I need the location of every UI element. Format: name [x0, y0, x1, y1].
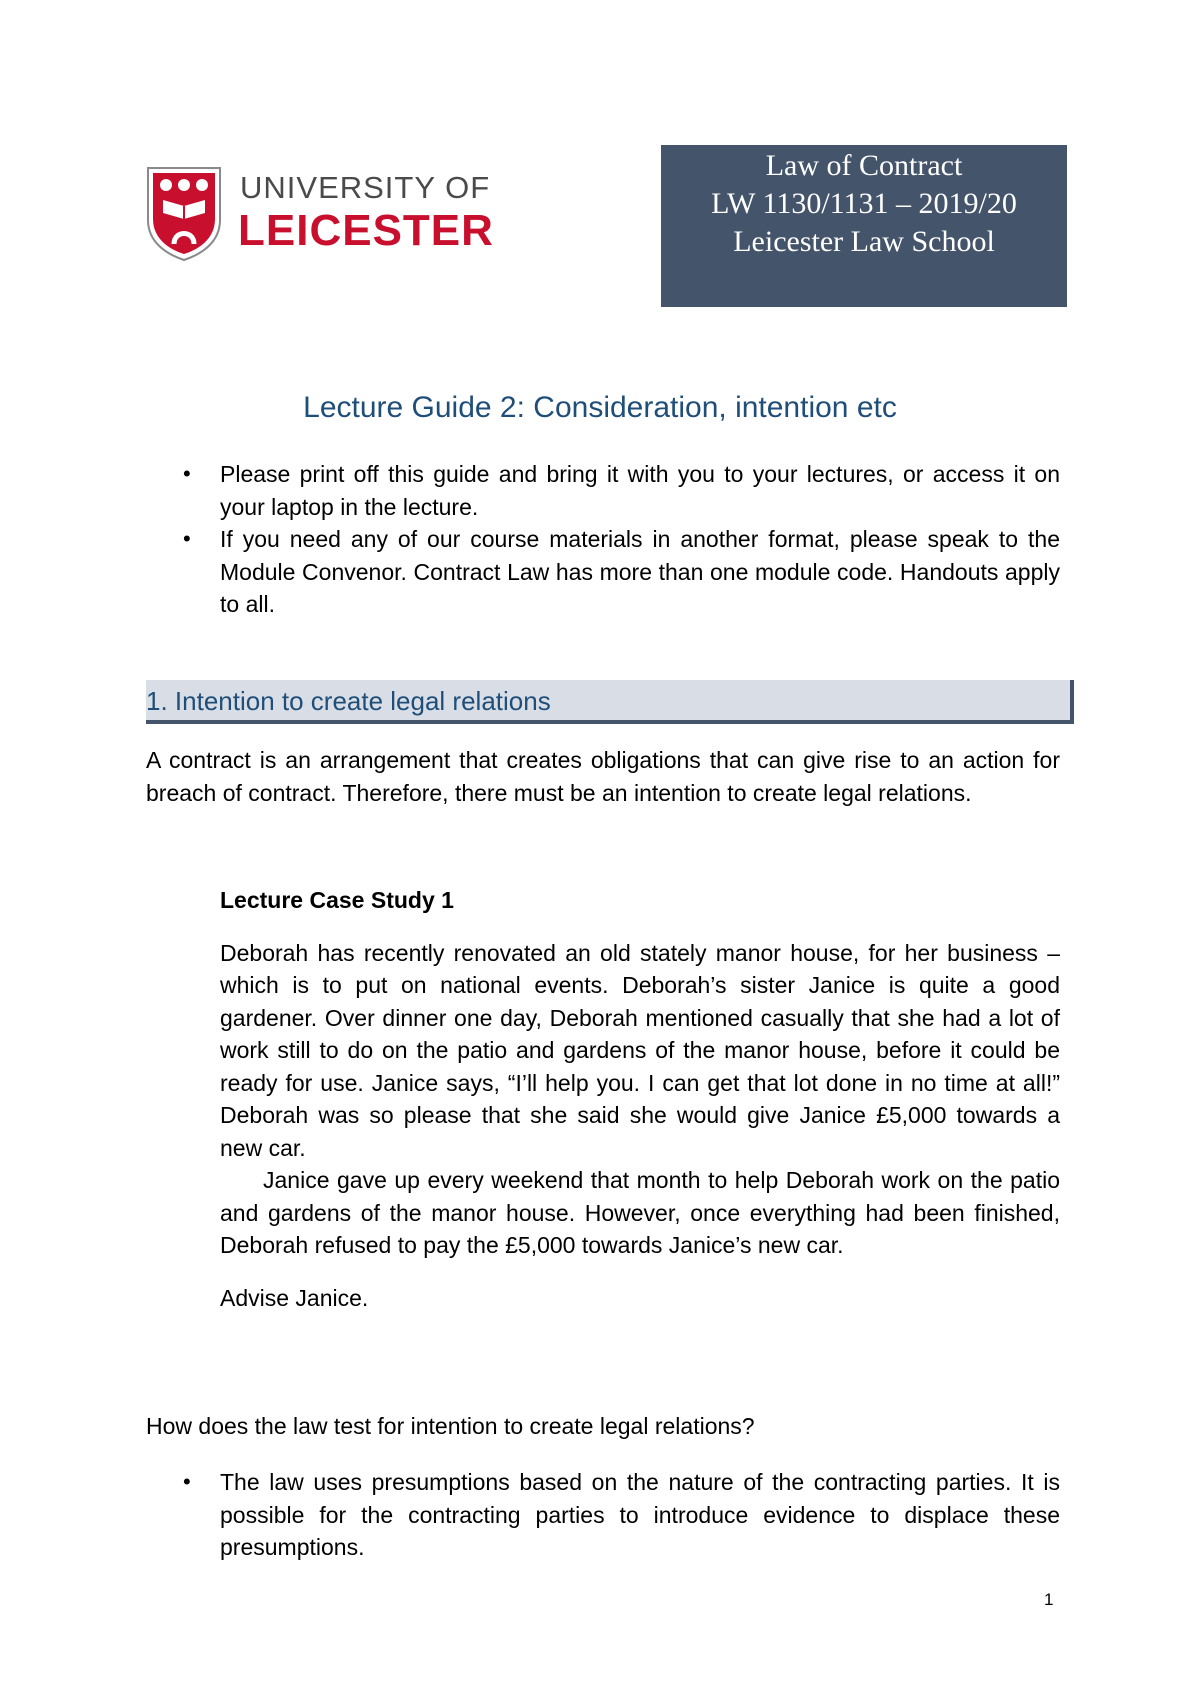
case-study-title: Lecture Case Study 1: [220, 887, 454, 913]
course-code: LW 1130/1131 – 2019/20: [711, 187, 1017, 220]
case-study-paragraph: Deborah has recently renovated an old stately manor house, for her business – which is to put on national events. Deborah’s sister Janice is quite a good gardener. Over dinner one day, Deborah mentioned casually that she had a lot of work still to do on the patio and gardens of the manor house, before it could be ready for use. Janice says, “I’ll help you. I can get that lot done in no time at all!” Deborah was so please that she said she would give Janice £5,000 towards a new car.: [220, 939, 1060, 1161]
logo-text-leicester: LEICESTER: [238, 206, 494, 255]
page-title: Lecture Guide 2: Consideration, intention etc: [303, 391, 897, 424]
case-study: [220, 884, 1060, 1314]
section-heading-text: 1. Intention to create legal relations: [146, 686, 551, 716]
course-title-box: [661, 145, 1067, 307]
intro-bullet-list: [183, 458, 1060, 621]
university-logo: [146, 166, 502, 266]
page-number: 1: [1044, 1590, 1054, 1609]
section-paragraph: A contract is an arrangement that creates obligations that can give rise to an action for breach of contract. Therefore, there must be an intention to create legal relations.: [146, 747, 1060, 806]
case-study-instruction: Advise Janice.: [220, 1284, 369, 1311]
school-name: Leicester Law School: [733, 225, 995, 258]
case-study-paragraph: Janice gave up every weekend that month to help Deborah work on the patio and gardens of the manor house. However, once everything had been finished, Deborah refused to pay the £5,000 towards Janice’s new car.: [220, 1167, 1060, 1258]
section-heading: [146, 680, 1074, 724]
answer-bullet-list: [183, 1466, 1060, 1564]
course-name: Law of Contract: [765, 149, 963, 182]
logo-text-university-of: UNIVERSITY OF: [240, 170, 491, 205]
shield-icon: [146, 166, 222, 262]
question-text: How does the law test for intention to create legal relations?: [146, 1413, 755, 1439]
list-item: • The law uses presumptions based on the nature of the contracting parties. It is possible for the contracting parties to introduce evidence to displace these presumptions.: [183, 1466, 1060, 1564]
list-item: • Please print off this guide and bring it with you to your lectures, or access it on your laptop in the lecture.: [183, 458, 1060, 523]
list-item: • If you need any of our course materials in another format, please speak to the Module Convenor. Contract Law has more than one module code. Handouts apply to all.: [183, 523, 1060, 621]
